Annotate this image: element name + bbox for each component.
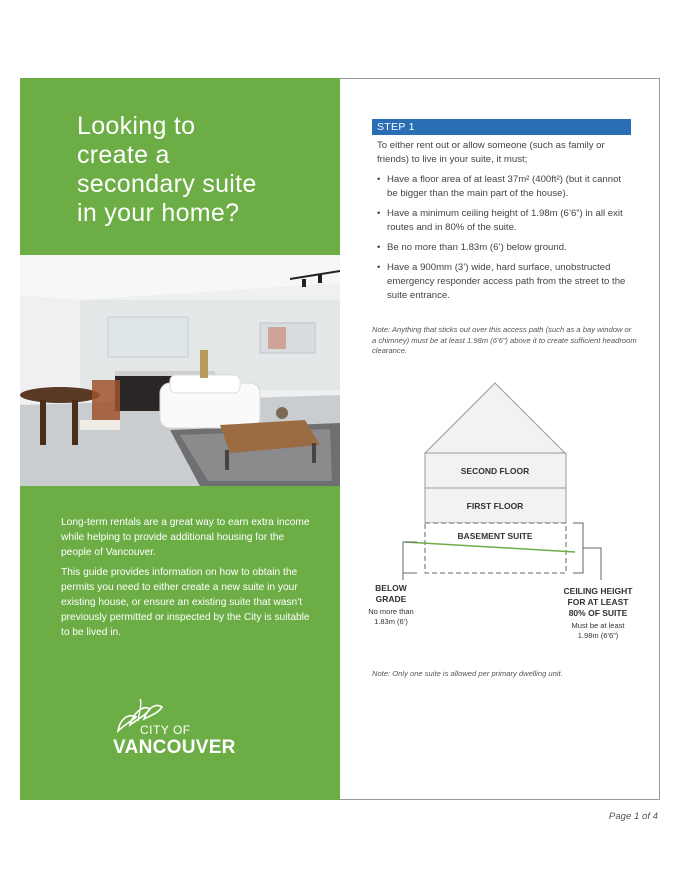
page-number: Page 1 of 4 bbox=[608, 811, 658, 822]
title-line: create a bbox=[77, 141, 170, 169]
below-grade-detail: 1.83m (6’) bbox=[374, 617, 408, 626]
requirement-text: Have a 900mm (3’) wide, hard surface, unobstructed emergency responder access path from the street to the suite entrance. bbox=[387, 262, 626, 301]
ceiling-height-label: FOR AT LEAST bbox=[567, 597, 629, 607]
suite-limit-note: Note: Only one suite is allowed per primary dwelling unit. bbox=[372, 669, 563, 678]
logo-vancouver: VANCOUVER bbox=[113, 737, 236, 758]
bullet: • bbox=[377, 262, 381, 273]
page-title bbox=[77, 112, 317, 228]
below-grade-label: GRADE bbox=[375, 594, 407, 604]
list-item bbox=[377, 207, 633, 235]
title-line: in your home? bbox=[77, 199, 240, 227]
title-line: secondary suite bbox=[77, 170, 257, 198]
below-grade-bracket bbox=[403, 542, 417, 573]
logo-city-of: CITY OF bbox=[140, 723, 191, 737]
title-line: Looking to bbox=[77, 112, 196, 140]
house-diagram bbox=[355, 380, 655, 650]
requirements-intro: To either rent out or allow someone (such as family or friends) to live in your suite, it must; bbox=[377, 140, 605, 165]
requirements-list bbox=[377, 173, 633, 309]
basement-label: BASEMENT SUITE bbox=[457, 531, 533, 541]
ceiling-height-label: CEILING HEIGHT bbox=[563, 586, 633, 596]
requirement-text: Be no more than 1.83m (6’) below ground. bbox=[387, 242, 567, 253]
list-item bbox=[377, 173, 633, 201]
bullet: • bbox=[377, 208, 381, 219]
second-floor-label: SECOND FLOOR bbox=[460, 466, 530, 476]
first-floor-label: FIRST FLOOR bbox=[466, 501, 524, 511]
bullet: • bbox=[377, 242, 381, 253]
city-of-vancouver-logo bbox=[110, 703, 260, 763]
ceiling-height-detail: Must be at least bbox=[571, 621, 625, 630]
roof-shape bbox=[425, 383, 565, 453]
intro-paragraph: This guide provides information on how to obtain the permits you need to either create a new suite in your existing house, or ensure an existing suite that wasn’t previously permitted or inspected by the City is suitable to be lived in. bbox=[61, 567, 310, 638]
below-grade-detail: No more than bbox=[368, 607, 414, 616]
intro-text bbox=[61, 515, 311, 645]
ceiling-height-bracket bbox=[573, 523, 583, 573]
intro-paragraph: Long-term rentals are a great way to earn extra income while helping to provide additional housing for the people of Vancouver. bbox=[61, 517, 310, 558]
access-path-note: Note: Anything that sticks out over this access path (such as a bay window or a chimney) must be at least 1.98m (6’6”) above it to create sufficient headroom clearance. bbox=[372, 325, 637, 355]
list-item bbox=[377, 241, 633, 255]
requirement-text: Have a minimum ceiling height of 1.98m (6’6”) in all exit routes and in 80% of the suite. bbox=[387, 208, 623, 233]
bullet: • bbox=[377, 174, 381, 185]
ceiling-height-label: 80% OF SUITE bbox=[568, 608, 628, 618]
living-room-photo bbox=[20, 255, 340, 486]
requirement-text: Have a floor area of at least 37m² (400ft²) (but it cannot be bigger than the main part of the house). bbox=[387, 174, 622, 199]
list-item bbox=[377, 261, 633, 303]
below-grade-label: BELOW bbox=[375, 583, 407, 593]
ceiling-height-detail: 1.98m (6’6”) bbox=[577, 631, 619, 640]
green-panel bbox=[20, 78, 340, 800]
step-heading: STEP 1 bbox=[372, 119, 631, 135]
photo-illustration bbox=[20, 255, 340, 486]
